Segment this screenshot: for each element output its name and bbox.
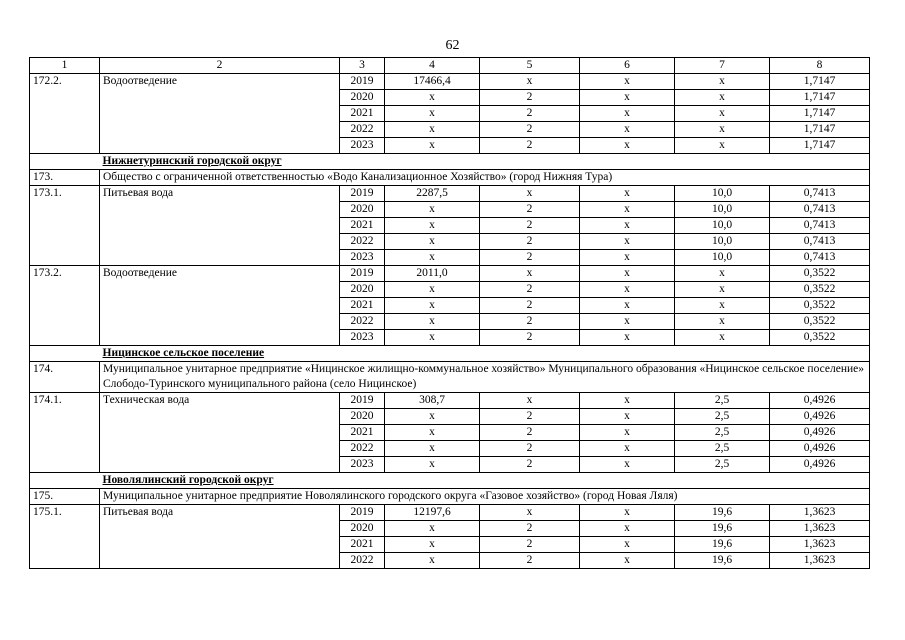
table-row (30, 505, 870, 521)
year-cell: 2022 (340, 553, 385, 569)
service-number: 174.1. (30, 393, 100, 473)
value-cell: х (480, 393, 580, 409)
value-cell: 2 (480, 441, 580, 457)
value-cell: 1,3623 (770, 553, 870, 569)
year-cell: 2019 (340, 74, 385, 90)
value-cell: 2,5 (675, 409, 770, 425)
year-cell: 2020 (340, 202, 385, 218)
value-cell: х (385, 282, 480, 298)
service-number: 172.2. (30, 74, 100, 154)
value-cell: 12197,6 (385, 505, 480, 521)
value-cell: х (580, 90, 675, 106)
value-cell: 2 (480, 138, 580, 154)
value-cell: 17466,4 (385, 74, 480, 90)
value-cell: 1,7147 (770, 74, 870, 90)
year-cell: 2023 (340, 330, 385, 346)
year-cell: 2023 (340, 457, 385, 473)
value-cell: 0,7413 (770, 186, 870, 202)
value-cell: х (385, 138, 480, 154)
value-cell: 10,0 (675, 218, 770, 234)
value-cell: х (580, 330, 675, 346)
organization-number: 174. (30, 362, 100, 393)
value-cell: 2 (480, 298, 580, 314)
value-cell: х (580, 314, 675, 330)
value-cell: х (580, 298, 675, 314)
value-cell: х (385, 409, 480, 425)
value-cell: х (385, 330, 480, 346)
value-cell: х (385, 218, 480, 234)
value-cell: х (385, 553, 480, 569)
table-row (30, 186, 870, 202)
year-cell: 2021 (340, 298, 385, 314)
value-cell: 1,7147 (770, 122, 870, 138)
header-cell: 1 (30, 58, 100, 74)
value-cell: х (675, 314, 770, 330)
district-row (30, 346, 870, 362)
header-cell: 8 (770, 58, 870, 74)
value-cell: х (580, 266, 675, 282)
value-cell: 2 (480, 314, 580, 330)
value-cell: х (385, 457, 480, 473)
value-cell: х (385, 441, 480, 457)
value-cell: 2 (480, 537, 580, 553)
header-cell: 5 (480, 58, 580, 74)
value-cell: 2 (480, 457, 580, 473)
value-cell: 0,3522 (770, 314, 870, 330)
year-cell: 2021 (340, 106, 385, 122)
year-cell: 2023 (340, 250, 385, 266)
value-cell: х (675, 298, 770, 314)
value-cell: 0,4926 (770, 409, 870, 425)
value-cell: 0,7413 (770, 250, 870, 266)
year-cell: 2022 (340, 314, 385, 330)
value-cell: 2,5 (675, 441, 770, 457)
value-cell: х (385, 202, 480, 218)
year-cell: 2020 (340, 521, 385, 537)
value-cell: 1,3623 (770, 521, 870, 537)
value-cell: х (580, 505, 675, 521)
value-cell: 2 (480, 90, 580, 106)
header-cell: 6 (580, 58, 675, 74)
value-cell: 2 (480, 122, 580, 138)
value-cell: 2287,5 (385, 186, 480, 202)
value-cell: х (675, 106, 770, 122)
value-cell: 2 (480, 521, 580, 537)
value-cell: х (580, 537, 675, 553)
value-cell: х (580, 409, 675, 425)
value-cell: х (480, 74, 580, 90)
value-cell: 1,3623 (770, 505, 870, 521)
district-name: Новолялинский городской округ (100, 473, 870, 489)
year-cell: 2019 (340, 393, 385, 409)
value-cell: 308,7 (385, 393, 480, 409)
organization-row (30, 489, 870, 505)
value-cell: х (385, 90, 480, 106)
district-row (30, 154, 870, 170)
value-cell: 1,7147 (770, 90, 870, 106)
value-cell: х (675, 90, 770, 106)
value-cell: х (675, 138, 770, 154)
header-cell: 3 (340, 58, 385, 74)
tariff-table (29, 57, 870, 569)
value-cell: х (385, 314, 480, 330)
service-number: 173.1. (30, 186, 100, 266)
value-cell: 2011,0 (385, 266, 480, 282)
value-cell: 19,6 (675, 537, 770, 553)
value-cell: х (580, 457, 675, 473)
value-cell: 10,0 (675, 186, 770, 202)
value-cell: х (580, 202, 675, 218)
value-cell: х (385, 298, 480, 314)
value-cell: 0,4926 (770, 441, 870, 457)
organization-row (30, 170, 870, 186)
value-cell: х (675, 330, 770, 346)
service-name: Техническая вода (100, 393, 340, 473)
value-cell: х (580, 122, 675, 138)
value-cell: 2,5 (675, 393, 770, 409)
value-cell: х (480, 266, 580, 282)
district-num-cell (30, 346, 100, 362)
value-cell: 2 (480, 425, 580, 441)
value-cell: х (580, 250, 675, 266)
value-cell: х (385, 425, 480, 441)
value-cell: х (580, 138, 675, 154)
year-cell: 2023 (340, 138, 385, 154)
value-cell: х (580, 234, 675, 250)
year-cell: 2019 (340, 186, 385, 202)
value-cell: 0,7413 (770, 218, 870, 234)
value-cell: х (580, 553, 675, 569)
value-cell: 0,3522 (770, 330, 870, 346)
value-cell: х (580, 218, 675, 234)
value-cell: 0,3522 (770, 282, 870, 298)
header-cell: 4 (385, 58, 480, 74)
organization-number: 175. (30, 489, 100, 505)
value-cell: 0,4926 (770, 457, 870, 473)
year-cell: 2022 (340, 441, 385, 457)
service-name: Питьевая вода (100, 186, 340, 266)
value-cell: х (385, 106, 480, 122)
page-number: 62 (445, 38, 460, 53)
organization-number: 173. (30, 170, 100, 186)
year-cell: 2019 (340, 266, 385, 282)
value-cell: 2 (480, 250, 580, 266)
value-cell: 1,7147 (770, 138, 870, 154)
service-number: 173.2. (30, 266, 100, 346)
value-cell: 0,3522 (770, 266, 870, 282)
value-cell: 2 (480, 553, 580, 569)
year-cell: 2020 (340, 282, 385, 298)
value-cell: х (580, 74, 675, 90)
district-name: Нижнетуринский городской округ (100, 154, 870, 170)
value-cell: 1,7147 (770, 106, 870, 122)
header-cell: 2 (100, 58, 340, 74)
value-cell: 2 (480, 330, 580, 346)
year-cell: 2019 (340, 505, 385, 521)
value-cell: х (675, 282, 770, 298)
year-cell: 2020 (340, 409, 385, 425)
value-cell: х (580, 106, 675, 122)
value-cell: 10,0 (675, 234, 770, 250)
value-cell: 0,4926 (770, 393, 870, 409)
value-cell: 2 (480, 106, 580, 122)
value-cell: х (385, 250, 480, 266)
value-cell: х (580, 425, 675, 441)
header-cell: 7 (675, 58, 770, 74)
value-cell: х (580, 441, 675, 457)
district-num-cell (30, 473, 100, 489)
value-cell: 2,5 (675, 457, 770, 473)
value-cell: 2 (480, 282, 580, 298)
year-cell: 2022 (340, 234, 385, 250)
year-cell: 2022 (340, 122, 385, 138)
organization-name: Общество с ограниченной ответственностью «Водо Канализационное Хозяйство» (город Нижняя Тура) (100, 170, 870, 186)
table-row (30, 74, 870, 90)
value-cell: 1,3623 (770, 537, 870, 553)
value-cell: 19,6 (675, 505, 770, 521)
table-row (30, 266, 870, 282)
value-cell: 0,7413 (770, 234, 870, 250)
district-name: Ницинское сельское поселение (100, 346, 870, 362)
value-cell: х (580, 186, 675, 202)
value-cell: 10,0 (675, 202, 770, 218)
value-cell: 2 (480, 202, 580, 218)
value-cell: х (385, 122, 480, 138)
district-num-cell (30, 154, 100, 170)
value-cell: 2 (480, 409, 580, 425)
value-cell: 2 (480, 218, 580, 234)
value-cell: 0,4926 (770, 425, 870, 441)
value-cell: 2,5 (675, 425, 770, 441)
value-cell: 19,6 (675, 553, 770, 569)
value-cell: 19,6 (675, 521, 770, 537)
year-cell: 2021 (340, 537, 385, 553)
value-cell: 0,7413 (770, 202, 870, 218)
year-cell: 2021 (340, 425, 385, 441)
value-cell: х (675, 266, 770, 282)
organization-row (30, 362, 870, 393)
year-cell: 2020 (340, 90, 385, 106)
value-cell: х (580, 282, 675, 298)
value-cell: х (480, 186, 580, 202)
value-cell: х (580, 521, 675, 537)
service-name: Водоотведение (100, 74, 340, 154)
value-cell: 10,0 (675, 250, 770, 266)
service-name: Питьевая вода (100, 505, 340, 569)
table-body (30, 58, 870, 569)
year-cell: 2021 (340, 218, 385, 234)
organization-name: Муниципальное унитарное предприятие «Ницинское жилищно-коммунальное хозяйство» Муниципального образования «Ницинское сельское поселение» Слободо-Туринского муниципального района (село Ницинское) (100, 362, 870, 393)
value-cell: х (580, 393, 675, 409)
service-name: Водоотведение (100, 266, 340, 346)
value-cell: х (385, 234, 480, 250)
value-cell: 0,3522 (770, 298, 870, 314)
value-cell: х (385, 537, 480, 553)
header-row (30, 58, 870, 74)
value-cell: х (675, 74, 770, 90)
table-row (30, 393, 870, 409)
value-cell: 2 (480, 234, 580, 250)
value-cell: х (675, 122, 770, 138)
service-number: 175.1. (30, 505, 100, 569)
district-row (30, 473, 870, 489)
value-cell: х (480, 505, 580, 521)
organization-name: Муниципальное унитарное предприятие Новолялинского городского округа «Газовое хозяйство» (город Новая Ляля) (100, 489, 870, 505)
value-cell: х (385, 521, 480, 537)
